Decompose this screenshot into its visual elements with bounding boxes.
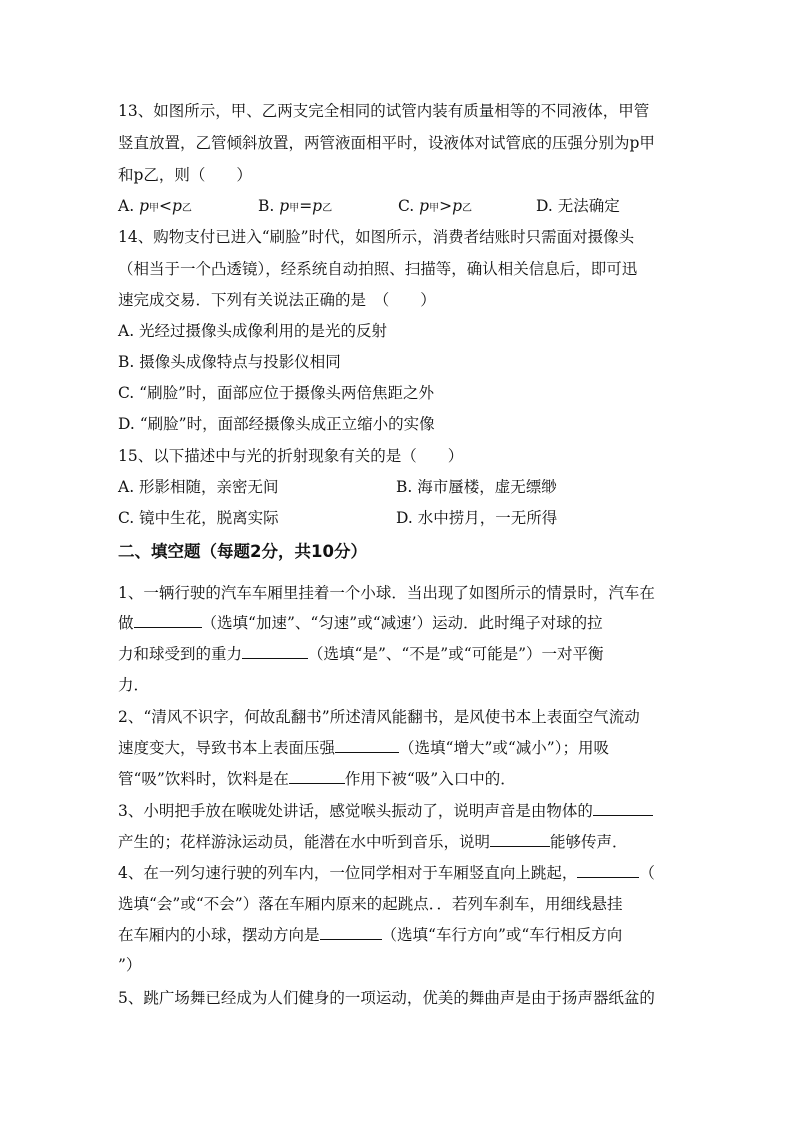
- q15-option-c: C. 镜中生花，脱离实际: [118, 509, 279, 527]
- f3-line-2: [118, 832, 678, 852]
- option-letter: A.: [118, 197, 140, 215]
- option-letter: B.: [258, 197, 280, 215]
- f1-line-3: [118, 644, 678, 664]
- q15-line-1: 15、以下描述中与光的折射现象有关的是（ ）: [118, 447, 464, 465]
- f2-text: 速度变大，导致书本上表面压强: [118, 739, 336, 757]
- f2-line-1: 2、“清风不识字，何故乱翻书”所述清风能翻书，是风使书本上表面空气流动: [118, 708, 640, 726]
- f3-text: 产生的；花样游泳运动员，能潜在水中听到音乐，说明: [118, 833, 491, 851]
- option-sub: 甲: [289, 203, 300, 214]
- f4-text: （: [639, 864, 655, 882]
- f1-line-2: [118, 613, 678, 633]
- f2-text: 作用下被“吸”入口中的．: [344, 770, 516, 788]
- answer-blank[interactable]: [593, 814, 653, 816]
- option-p: p: [279, 197, 290, 215]
- f1-text: （选填“加速”、“匀速”或“减速’）运动．此时绳子对球的拉: [201, 614, 603, 632]
- option-letter: C.: [398, 197, 420, 215]
- option-rel: <p: [159, 197, 182, 215]
- q13-line-3: 和p乙，则（ ）: [118, 166, 252, 184]
- option-letter: D.: [536, 197, 558, 215]
- answer-blank[interactable]: [134, 626, 202, 628]
- f4-line-2: 选填“会”或“不会”）落在车厢内原来的起跳点．．若列车刹车，用细线悬挂: [118, 895, 623, 913]
- option-rel: >p: [439, 197, 463, 215]
- f1-text: 做: [118, 614, 134, 632]
- q13-option-c: [398, 196, 472, 219]
- f1-text: （选填“是”、“不是”或“可能是”）一对平衡: [308, 645, 604, 663]
- q14-option-c: C. “刷脸”时，面部应位于摄像头两倍焦距之外: [118, 384, 435, 402]
- option-p: p: [419, 197, 430, 215]
- q14-line-3: 速完成交易．下列有关说法正确的是 （ ）: [118, 291, 436, 309]
- option-sub: 甲: [429, 203, 440, 214]
- option-sub: 乙: [322, 203, 333, 214]
- q14-option-d: D. “刷脸”时，面部经摄像头成正立缩小的实像: [118, 415, 435, 433]
- f2-line-2: [118, 738, 678, 758]
- f1-line-1: 1、一辆行驶的汽车车厢里挂着一个小球．当出现了如图所示的情景时，汽车在: [118, 584, 655, 602]
- f4-line-4: ”）: [118, 956, 142, 974]
- answer-blank[interactable]: [289, 782, 345, 784]
- f4-line-1: [118, 863, 678, 883]
- q13-option-a: [118, 196, 192, 219]
- option-sub: 甲: [149, 203, 159, 214]
- f2-line-3: [118, 769, 678, 789]
- f4-text: 在车厢内的小球，摆动方向是: [118, 926, 320, 944]
- answer-blank[interactable]: [490, 845, 550, 847]
- option-text: 无法确定: [557, 197, 620, 215]
- q13-line-1: 13、如图所示，甲、乙两支完全相同的试管内装有质量相等的不同液体，甲管: [118, 102, 650, 120]
- q15-option-d: D. 水中捞月，一无所得: [396, 509, 558, 527]
- f1-line-4: 力．: [118, 676, 150, 694]
- answer-blank[interactable]: [320, 938, 382, 940]
- q15-option-b: B. 海市蜃楼，虚无缥缈: [396, 478, 557, 496]
- f4-text: （选填“车行方向”或“车行相反方向: [381, 926, 623, 944]
- f3-text: 3、小明把手放在喉咙处讲话，感觉喉头振动了，说明声音是由物体的: [118, 802, 593, 820]
- q15-option-a: A. 形影相随，亲密无间: [118, 478, 279, 496]
- answer-blank[interactable]: [577, 876, 639, 878]
- f3-line-1: [118, 801, 678, 821]
- f3-text: 能够传声．: [550, 833, 628, 851]
- f5-line-1: 5、跳广场舞已经成为人们健身的一项运动，优美的舞曲声是由于扬声器纸盆的: [118, 989, 655, 1007]
- q13-option-d: [536, 196, 620, 216]
- f4-text: 4、在一列匀速行驶的列车内，一位同学相对于车厢竖直向上跳起，: [118, 864, 578, 882]
- option-rel: =p: [299, 197, 323, 215]
- q14-line-1: 14、购物支付已进入“刷脸”时代，如图所示，消费者结账时只需面对摄像头: [118, 228, 635, 246]
- q14-option-b: B. 摄像头成像特点与投影仪相同: [118, 353, 341, 371]
- f2-text: 管“吸”饮料时，饮料是在: [118, 770, 289, 788]
- answer-blank[interactable]: [242, 657, 308, 659]
- q14-option-a: A. 光经过摄像头成像利用的是光的反射: [118, 322, 388, 340]
- answer-blank[interactable]: [335, 751, 399, 753]
- q13-option-b: [258, 196, 332, 219]
- q14-line-2: （相当于一个凸透镜），经系统自动拍照、扫描等，确认相关信息后，即可迅: [118, 260, 638, 278]
- q13-line-2: 竖直放置，乙管倾斜放置，两管液面相平时，设液体对试管底的压强分别为p甲: [118, 134, 655, 152]
- option-p: p: [139, 197, 149, 215]
- f2-text: （选填“增大”或“减小”）；用吸: [399, 739, 609, 757]
- option-sub: 乙: [181, 203, 192, 214]
- f1-text: 力和球受到的重力: [118, 645, 243, 663]
- section-2-heading: 二、填空题（每题2分，共10分）: [118, 542, 367, 561]
- f4-line-3: [118, 925, 678, 945]
- option-sub: 乙: [462, 203, 473, 214]
